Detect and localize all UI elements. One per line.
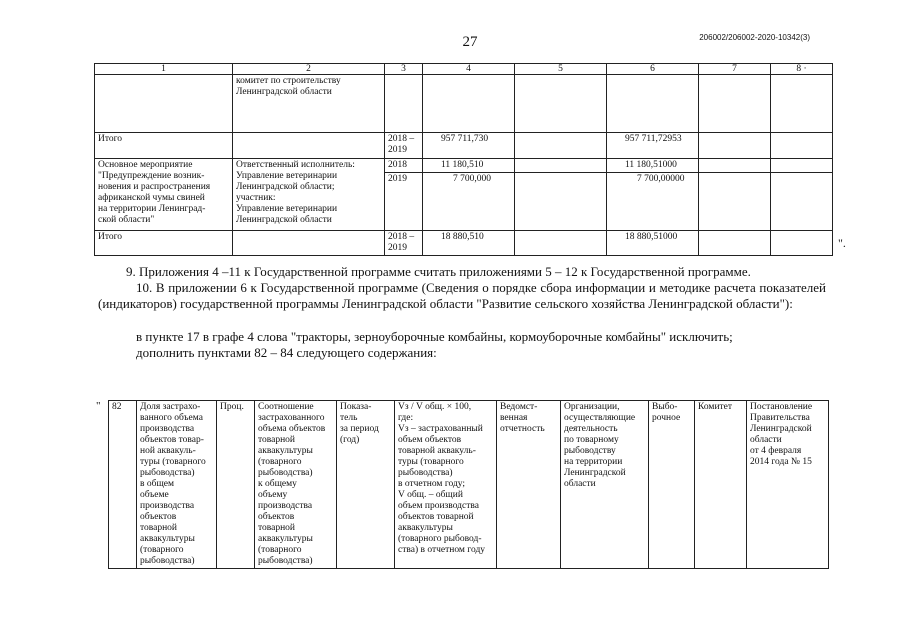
cell-executor bbox=[233, 231, 385, 256]
col-header-2: 2 bbox=[233, 64, 385, 75]
cell-federal bbox=[515, 75, 607, 133]
cell-other bbox=[771, 173, 833, 231]
cell-total: 957 711,730 bbox=[423, 133, 515, 159]
indicator-table bbox=[108, 400, 829, 569]
cell-local bbox=[699, 75, 771, 133]
cell-regional: 11 180,51000 bbox=[607, 159, 699, 173]
paragraph-item-17: в пункте 17 в графе 4 слова "тракторы, зерноуборочные комбайны, кормоуборочные комбайны" исключить; bbox=[136, 329, 733, 344]
col-header-7: 7 bbox=[699, 64, 771, 75]
cell-years: 2019 bbox=[385, 173, 423, 231]
table-row bbox=[95, 231, 833, 256]
cell-other bbox=[771, 159, 833, 173]
col-header-5: 5 bbox=[515, 64, 607, 75]
cell-local bbox=[699, 159, 771, 173]
cell-local bbox=[699, 173, 771, 231]
cell-executor bbox=[233, 133, 385, 159]
cell-responsible: Комитет bbox=[695, 401, 747, 569]
paragraph-9: 9. Приложения 4 –11 к Государственной программе считать приложениями 5 – 12 к Государственной программе. bbox=[126, 264, 751, 279]
cell-indicator-name: Доля застрахо- ванного объема производства объектов товар- ной аквакуль- туры (товарного рыбоводства) в общем объеме производства объектов товарной аквакультуры (товарного рыбоводства) bbox=[137, 401, 217, 569]
cell-years bbox=[385, 75, 423, 133]
opening-quote-mark: " bbox=[96, 400, 101, 412]
cell-years: 2018 bbox=[385, 159, 423, 173]
cell-other bbox=[771, 133, 833, 159]
cell-name: Основное мероприятие "Предупреждение возник- новения и распространения африканской чумы свиней на территории Ленинград- ской области" bbox=[95, 159, 233, 231]
cell-name bbox=[95, 75, 233, 133]
document-code: 206002/206002-2020-10342(3) bbox=[699, 33, 810, 42]
cell-years: 2018 – 2019 bbox=[385, 231, 423, 256]
cell-total bbox=[423, 75, 515, 133]
cell-federal bbox=[515, 159, 607, 173]
cell-total: 18 880,510 bbox=[423, 231, 515, 256]
table-row bbox=[95, 133, 833, 159]
cell-definition: Соотношение застрахованного объема объектов товарной аквакультуры (товарного рыбоводства) к общему объему производства объектов товарной аквакультуры (товарного рыбоводства) bbox=[255, 401, 337, 569]
col-header-8: 8 · bbox=[771, 64, 833, 75]
table-row bbox=[95, 75, 833, 133]
paragraph-10: 10. В приложении 6 к Государственной программе (Сведения о порядке сбора информации и методике расчета показателей (индикаторов) государственной программы Ленинградской области "Развитие сельского хозяйства Ленинградской области"): bbox=[98, 280, 826, 311]
cell-federal bbox=[515, 133, 607, 159]
cell-other bbox=[771, 75, 833, 133]
cell-period: Показа- тель за период (год) bbox=[337, 401, 395, 569]
closing-quote-mark: ". bbox=[838, 236, 846, 250]
cell-years: 2018 – 2019 bbox=[385, 133, 423, 159]
cell-local bbox=[699, 231, 771, 256]
cell-executor: комитет по строительству Ленинградской области bbox=[233, 75, 385, 133]
cell-regional: 18 880,51000 bbox=[607, 231, 699, 256]
cell-organizations: Организации, осуществляющие деятельность по товарному рыбоводству на территории Ленинградской области bbox=[561, 401, 649, 569]
col-header-4: 4 bbox=[423, 64, 515, 75]
cell-item-number: 82 bbox=[109, 401, 137, 569]
cell-total: 7 700,000 bbox=[423, 173, 515, 231]
cell-other bbox=[771, 231, 833, 256]
cell-name: Итого bbox=[95, 133, 233, 159]
cell-formula: Vз / V общ. × 100, где: Vз – застрахованный объем объектов товарной аквакуль- туры (товарного рыбоводства) в отчетном году; V общ. – общий объем производства объектов товарной аквакультуры (товарного рыбовод- ства) в отчетном году bbox=[395, 401, 497, 569]
cell-sampling: Выбо- рочное bbox=[649, 401, 695, 569]
table-row bbox=[109, 401, 829, 569]
table-row bbox=[95, 159, 833, 173]
cell-unit: Проц. bbox=[217, 401, 255, 569]
table-header-row bbox=[95, 64, 833, 75]
paragraph-add-items: дополнить пунктами 82 – 84 следующего содержания: bbox=[136, 345, 437, 360]
cell-name: Итого bbox=[95, 231, 233, 256]
cell-total: 11 180,510 bbox=[423, 159, 515, 173]
cell-regional bbox=[607, 75, 699, 133]
funding-table bbox=[94, 63, 833, 256]
cell-local bbox=[699, 133, 771, 159]
col-header-1: 1 bbox=[95, 64, 233, 75]
cell-executor: Ответственный исполнитель: Управление ветеринарии Ленинградской области; участник: Управление ветеринарии Ленинградской области bbox=[233, 159, 385, 231]
col-header-6: 6 bbox=[607, 64, 699, 75]
cell-federal bbox=[515, 231, 607, 256]
page-number: 27 bbox=[462, 34, 478, 50]
col-header-3: 3 bbox=[385, 64, 423, 75]
cell-regional: 7 700,00000 bbox=[607, 173, 699, 231]
cell-regional: 957 711,72953 bbox=[607, 133, 699, 159]
cell-resolution: Постановление Правительства Ленинградской области от 4 февраля 2014 года № 15 bbox=[747, 401, 829, 569]
cell-reporting: Ведомст- венная отчетность bbox=[497, 401, 561, 569]
cell-federal bbox=[515, 173, 607, 231]
